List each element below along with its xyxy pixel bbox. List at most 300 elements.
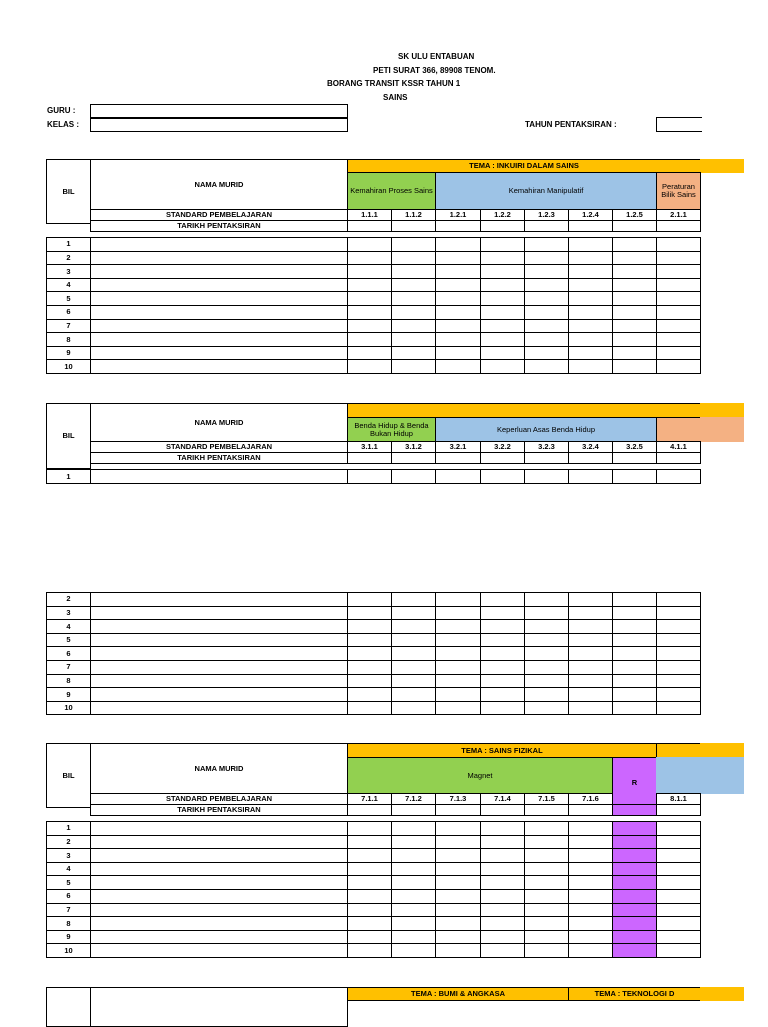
mark-cell[interactable] bbox=[568, 237, 613, 252]
mark-cell[interactable] bbox=[612, 875, 657, 890]
mark-cell[interactable] bbox=[656, 701, 701, 716]
mark-cell[interactable] bbox=[435, 930, 481, 945]
mark-cell[interactable] bbox=[435, 619, 481, 634]
mark-cell[interactable] bbox=[656, 835, 701, 850]
mark-cell[interactable] bbox=[480, 469, 525, 484]
mark-cell[interactable] bbox=[435, 889, 481, 904]
mark-cell[interactable] bbox=[391, 251, 436, 266]
mark-cell[interactable] bbox=[480, 646, 525, 661]
mark-cell[interactable] bbox=[612, 237, 657, 252]
mark-cell[interactable] bbox=[524, 916, 569, 931]
mark-cell[interactable] bbox=[391, 848, 436, 863]
tarikh-cell[interactable] bbox=[612, 804, 657, 816]
mark-cell[interactable] bbox=[435, 469, 481, 484]
mark-cell[interactable] bbox=[435, 359, 481, 374]
mark-cell[interactable] bbox=[568, 687, 613, 702]
mark-cell[interactable] bbox=[612, 660, 657, 675]
mark-cell[interactable] bbox=[612, 701, 657, 716]
mark-cell[interactable] bbox=[391, 660, 436, 675]
mark-cell[interactable] bbox=[435, 835, 481, 850]
mark-cell[interactable] bbox=[612, 835, 657, 850]
mark-cell[interactable] bbox=[480, 619, 525, 634]
mark-cell[interactable] bbox=[656, 469, 701, 484]
student-name-cell[interactable] bbox=[90, 237, 348, 252]
mark-cell[interactable] bbox=[435, 305, 481, 320]
mark-cell[interactable] bbox=[347, 943, 392, 958]
mark-cell[interactable] bbox=[524, 930, 569, 945]
mark-cell[interactable] bbox=[612, 646, 657, 661]
mark-cell[interactable] bbox=[612, 848, 657, 863]
mark-cell[interactable] bbox=[524, 469, 569, 484]
tarikh-cell[interactable] bbox=[435, 452, 481, 464]
mark-cell[interactable] bbox=[347, 291, 392, 306]
student-name-cell[interactable] bbox=[90, 606, 348, 621]
kelas-field[interactable] bbox=[90, 118, 348, 132]
tarikh-cell[interactable] bbox=[435, 804, 481, 816]
student-name-cell[interactable] bbox=[90, 916, 348, 931]
mark-cell[interactable] bbox=[568, 278, 613, 293]
mark-cell[interactable] bbox=[391, 264, 436, 279]
student-name-cell[interactable] bbox=[90, 674, 348, 689]
mark-cell[interactable] bbox=[568, 875, 613, 890]
mark-cell[interactable] bbox=[347, 619, 392, 634]
mark-cell[interactable] bbox=[612, 674, 657, 689]
mark-cell[interactable] bbox=[612, 305, 657, 320]
mark-cell[interactable] bbox=[612, 332, 657, 347]
mark-cell[interactable] bbox=[568, 319, 613, 334]
mark-cell[interactable] bbox=[568, 943, 613, 958]
student-name-cell[interactable] bbox=[90, 359, 348, 374]
mark-cell[interactable] bbox=[612, 291, 657, 306]
mark-cell[interactable] bbox=[391, 687, 436, 702]
mark-cell[interactable] bbox=[480, 237, 525, 252]
mark-cell[interactable] bbox=[347, 862, 392, 877]
mark-cell[interactable] bbox=[524, 251, 569, 266]
mark-cell[interactable] bbox=[656, 606, 701, 621]
mark-cell[interactable] bbox=[612, 943, 657, 958]
mark-cell[interactable] bbox=[391, 332, 436, 347]
mark-cell[interactable] bbox=[524, 701, 569, 716]
mark-cell[interactable] bbox=[435, 943, 481, 958]
mark-cell[interactable] bbox=[524, 674, 569, 689]
mark-cell[interactable] bbox=[480, 291, 525, 306]
mark-cell[interactable] bbox=[612, 319, 657, 334]
mark-cell[interactable] bbox=[435, 264, 481, 279]
mark-cell[interactable] bbox=[391, 619, 436, 634]
mark-cell[interactable] bbox=[612, 346, 657, 361]
student-name-cell[interactable] bbox=[90, 687, 348, 702]
tarikh-cell[interactable] bbox=[435, 220, 481, 232]
mark-cell[interactable] bbox=[568, 305, 613, 320]
mark-cell[interactable] bbox=[480, 687, 525, 702]
mark-cell[interactable] bbox=[347, 701, 392, 716]
mark-cell[interactable] bbox=[524, 359, 569, 374]
student-name-cell[interactable] bbox=[90, 305, 348, 320]
mark-cell[interactable] bbox=[391, 889, 436, 904]
student-name-cell[interactable] bbox=[90, 619, 348, 634]
mark-cell[interactable] bbox=[656, 251, 701, 266]
mark-cell[interactable] bbox=[524, 633, 569, 648]
mark-cell[interactable] bbox=[612, 821, 657, 836]
mark-cell[interactable] bbox=[480, 875, 525, 890]
mark-cell[interactable] bbox=[391, 674, 436, 689]
mark-cell[interactable] bbox=[391, 835, 436, 850]
mark-cell[interactable] bbox=[524, 889, 569, 904]
mark-cell[interactable] bbox=[347, 660, 392, 675]
mark-cell[interactable] bbox=[524, 264, 569, 279]
mark-cell[interactable] bbox=[656, 943, 701, 958]
mark-cell[interactable] bbox=[524, 862, 569, 877]
mark-cell[interactable] bbox=[347, 646, 392, 661]
tarikh-cell[interactable] bbox=[524, 804, 569, 816]
mark-cell[interactable] bbox=[612, 606, 657, 621]
tarikh-cell[interactable] bbox=[347, 220, 392, 232]
mark-cell[interactable] bbox=[480, 346, 525, 361]
mark-cell[interactable] bbox=[347, 237, 392, 252]
mark-cell[interactable] bbox=[347, 633, 392, 648]
student-name-cell[interactable] bbox=[90, 264, 348, 279]
mark-cell[interactable] bbox=[612, 469, 657, 484]
mark-cell[interactable] bbox=[656, 305, 701, 320]
mark-cell[interactable] bbox=[568, 592, 613, 607]
mark-cell[interactable] bbox=[435, 291, 481, 306]
tarikh-cell[interactable] bbox=[391, 220, 436, 232]
student-name-cell[interactable] bbox=[90, 848, 348, 863]
student-name-cell[interactable] bbox=[90, 930, 348, 945]
mark-cell[interactable] bbox=[612, 592, 657, 607]
student-name-cell[interactable] bbox=[90, 251, 348, 266]
tarikh-cell[interactable] bbox=[568, 804, 613, 816]
mark-cell[interactable] bbox=[435, 237, 481, 252]
mark-cell[interactable] bbox=[656, 862, 701, 877]
mark-cell[interactable] bbox=[391, 646, 436, 661]
mark-cell[interactable] bbox=[391, 606, 436, 621]
mark-cell[interactable] bbox=[347, 889, 392, 904]
student-name-cell[interactable] bbox=[90, 835, 348, 850]
tarikh-cell[interactable] bbox=[568, 220, 613, 232]
mark-cell[interactable] bbox=[435, 674, 481, 689]
mark-cell[interactable] bbox=[347, 278, 392, 293]
mark-cell[interactable] bbox=[656, 646, 701, 661]
mark-cell[interactable] bbox=[568, 903, 613, 918]
mark-cell[interactable] bbox=[347, 903, 392, 918]
mark-cell[interactable] bbox=[391, 916, 436, 931]
mark-cell[interactable] bbox=[480, 848, 525, 863]
mark-cell[interactable] bbox=[391, 903, 436, 918]
mark-cell[interactable] bbox=[568, 835, 613, 850]
mark-cell[interactable] bbox=[480, 821, 525, 836]
tarikh-cell[interactable] bbox=[480, 220, 525, 232]
mark-cell[interactable] bbox=[568, 674, 613, 689]
mark-cell[interactable] bbox=[568, 264, 613, 279]
mark-cell[interactable] bbox=[480, 264, 525, 279]
mark-cell[interactable] bbox=[656, 619, 701, 634]
mark-cell[interactable] bbox=[480, 332, 525, 347]
tarikh-cell[interactable] bbox=[347, 804, 392, 816]
mark-cell[interactable] bbox=[480, 319, 525, 334]
mark-cell[interactable] bbox=[656, 660, 701, 675]
mark-cell[interactable] bbox=[435, 875, 481, 890]
student-name-cell[interactable] bbox=[90, 701, 348, 716]
tarikh-cell[interactable] bbox=[656, 220, 701, 232]
mark-cell[interactable] bbox=[391, 237, 436, 252]
mark-cell[interactable] bbox=[656, 916, 701, 931]
mark-cell[interactable] bbox=[480, 660, 525, 675]
table-row-bil: 10 bbox=[46, 701, 91, 716]
mark-cell[interactable] bbox=[435, 251, 481, 266]
mark-cell[interactable] bbox=[524, 606, 569, 621]
student-name-cell[interactable] bbox=[90, 291, 348, 306]
mark-cell[interactable] bbox=[656, 592, 701, 607]
mark-cell[interactable] bbox=[347, 469, 392, 484]
student-name-cell[interactable] bbox=[90, 319, 348, 334]
tarikh-cell[interactable] bbox=[524, 220, 569, 232]
mark-cell[interactable] bbox=[612, 916, 657, 931]
student-name-cell[interactable] bbox=[90, 332, 348, 347]
mark-cell[interactable] bbox=[347, 305, 392, 320]
guru-field[interactable] bbox=[90, 104, 348, 118]
mark-cell[interactable] bbox=[568, 291, 613, 306]
mark-cell[interactable] bbox=[347, 359, 392, 374]
mark-cell[interactable] bbox=[347, 332, 392, 347]
mark-cell[interactable] bbox=[656, 359, 701, 374]
tarikh-cell[interactable] bbox=[568, 452, 613, 464]
mark-cell[interactable] bbox=[347, 848, 392, 863]
mark-cell[interactable] bbox=[568, 606, 613, 621]
student-name-cell[interactable] bbox=[90, 346, 348, 361]
mark-cell[interactable] bbox=[347, 264, 392, 279]
mark-cell[interactable] bbox=[656, 687, 701, 702]
mark-cell[interactable] bbox=[347, 251, 392, 266]
mark-cell[interactable] bbox=[435, 701, 481, 716]
mark-cell[interactable] bbox=[435, 633, 481, 648]
mark-cell[interactable] bbox=[480, 251, 525, 266]
group-blue-overflow bbox=[656, 757, 744, 794]
mark-cell[interactable] bbox=[347, 930, 392, 945]
mark-cell[interactable] bbox=[391, 930, 436, 945]
tarikh-cell[interactable] bbox=[391, 452, 436, 464]
mark-cell[interactable] bbox=[656, 346, 701, 361]
student-name-cell[interactable] bbox=[90, 646, 348, 661]
mark-cell[interactable] bbox=[391, 278, 436, 293]
mark-cell[interactable] bbox=[524, 278, 569, 293]
mark-cell[interactable] bbox=[656, 278, 701, 293]
mark-cell[interactable] bbox=[656, 821, 701, 836]
mark-cell[interactable] bbox=[568, 862, 613, 877]
mark-cell[interactable] bbox=[656, 291, 701, 306]
mark-cell[interactable] bbox=[347, 916, 392, 931]
mark-cell[interactable] bbox=[568, 359, 613, 374]
mark-cell[interactable] bbox=[391, 701, 436, 716]
mark-cell[interactable] bbox=[524, 346, 569, 361]
student-name-cell[interactable] bbox=[90, 469, 348, 484]
mark-cell[interactable] bbox=[568, 346, 613, 361]
mark-cell[interactable] bbox=[656, 889, 701, 904]
mark-cell[interactable] bbox=[435, 346, 481, 361]
mark-cell[interactable] bbox=[435, 903, 481, 918]
student-name-cell[interactable] bbox=[90, 660, 348, 675]
student-name-cell[interactable] bbox=[90, 943, 348, 958]
mark-cell[interactable] bbox=[435, 916, 481, 931]
mark-cell[interactable] bbox=[568, 889, 613, 904]
mark-cell[interactable] bbox=[612, 619, 657, 634]
tahun-field[interactable] bbox=[656, 117, 702, 132]
mark-cell[interactable] bbox=[568, 646, 613, 661]
mark-cell[interactable] bbox=[391, 346, 436, 361]
mark-cell[interactable] bbox=[568, 916, 613, 931]
mark-cell[interactable] bbox=[391, 359, 436, 374]
mark-cell[interactable] bbox=[568, 821, 613, 836]
student-name-cell[interactable] bbox=[90, 633, 348, 648]
mark-cell[interactable] bbox=[391, 862, 436, 877]
mark-cell[interactable] bbox=[347, 875, 392, 890]
mark-cell[interactable] bbox=[524, 660, 569, 675]
mark-cell[interactable] bbox=[347, 592, 392, 607]
mark-cell[interactable] bbox=[391, 469, 436, 484]
mark-cell[interactable] bbox=[656, 875, 701, 890]
mark-cell[interactable] bbox=[524, 821, 569, 836]
tarikh-cell[interactable] bbox=[656, 804, 701, 816]
student-name-cell[interactable] bbox=[90, 592, 348, 607]
mark-cell[interactable] bbox=[435, 848, 481, 863]
mark-cell[interactable] bbox=[612, 903, 657, 918]
mark-cell[interactable] bbox=[347, 835, 392, 850]
mark-cell[interactable] bbox=[568, 660, 613, 675]
mark-cell[interactable] bbox=[480, 305, 525, 320]
mark-cell[interactable] bbox=[568, 251, 613, 266]
mark-cell[interactable] bbox=[347, 606, 392, 621]
mark-cell[interactable] bbox=[524, 332, 569, 347]
mark-cell[interactable] bbox=[656, 332, 701, 347]
mark-cell[interactable] bbox=[347, 687, 392, 702]
mark-cell[interactable] bbox=[480, 606, 525, 621]
mark-cell[interactable] bbox=[435, 687, 481, 702]
mark-cell[interactable] bbox=[480, 916, 525, 931]
mark-cell[interactable] bbox=[524, 875, 569, 890]
mark-cell[interactable] bbox=[480, 359, 525, 374]
mark-cell[interactable] bbox=[480, 943, 525, 958]
mark-cell[interactable] bbox=[524, 687, 569, 702]
mark-cell[interactable] bbox=[568, 930, 613, 945]
mark-cell[interactable] bbox=[480, 674, 525, 689]
mark-cell[interactable] bbox=[524, 943, 569, 958]
student-name-cell[interactable] bbox=[90, 875, 348, 890]
mark-cell[interactable] bbox=[391, 633, 436, 648]
mark-cell[interactable] bbox=[391, 821, 436, 836]
tarikh-cell[interactable] bbox=[480, 804, 525, 816]
mark-cell[interactable] bbox=[656, 237, 701, 252]
mark-cell[interactable] bbox=[391, 592, 436, 607]
mark-cell[interactable] bbox=[656, 930, 701, 945]
mark-cell[interactable] bbox=[612, 633, 657, 648]
mark-cell[interactable] bbox=[391, 305, 436, 320]
mark-cell[interactable] bbox=[480, 862, 525, 877]
mark-cell[interactable] bbox=[480, 701, 525, 716]
mark-cell[interactable] bbox=[612, 264, 657, 279]
mark-cell[interactable] bbox=[524, 646, 569, 661]
tarikh-cell[interactable] bbox=[612, 452, 657, 464]
mark-cell[interactable] bbox=[480, 633, 525, 648]
mark-cell[interactable] bbox=[435, 332, 481, 347]
mark-cell[interactable] bbox=[480, 889, 525, 904]
tarikh-cell[interactable] bbox=[480, 452, 525, 464]
tarikh-cell[interactable] bbox=[347, 452, 392, 464]
mark-cell[interactable] bbox=[612, 930, 657, 945]
mark-cell[interactable] bbox=[391, 319, 436, 334]
mark-cell[interactable] bbox=[435, 646, 481, 661]
mark-cell[interactable] bbox=[656, 319, 701, 334]
mark-cell[interactable] bbox=[480, 835, 525, 850]
mark-cell[interactable] bbox=[435, 606, 481, 621]
student-name-cell[interactable] bbox=[90, 889, 348, 904]
mark-cell[interactable] bbox=[347, 821, 392, 836]
mark-cell[interactable] bbox=[612, 251, 657, 266]
mark-cell[interactable] bbox=[612, 862, 657, 877]
mark-cell[interactable] bbox=[656, 674, 701, 689]
mark-cell[interactable] bbox=[524, 237, 569, 252]
mark-cell[interactable] bbox=[524, 291, 569, 306]
mark-cell[interactable] bbox=[524, 848, 569, 863]
mark-cell[interactable] bbox=[656, 903, 701, 918]
mark-cell[interactable] bbox=[480, 903, 525, 918]
mark-cell[interactable] bbox=[391, 943, 436, 958]
student-name-cell[interactable] bbox=[90, 821, 348, 836]
tarikh-cell[interactable] bbox=[524, 452, 569, 464]
mark-cell[interactable] bbox=[612, 889, 657, 904]
mark-cell[interactable] bbox=[391, 291, 436, 306]
mark-cell[interactable] bbox=[568, 633, 613, 648]
mark-cell[interactable] bbox=[347, 319, 392, 334]
mark-cell[interactable] bbox=[480, 930, 525, 945]
mark-cell[interactable] bbox=[612, 359, 657, 374]
mark-cell[interactable] bbox=[391, 875, 436, 890]
mark-cell[interactable] bbox=[612, 687, 657, 702]
group-keperluan-asas: Keperluan Asas Benda Hidup bbox=[435, 417, 657, 442]
student-name-cell[interactable] bbox=[90, 862, 348, 877]
mark-cell[interactable] bbox=[524, 592, 569, 607]
mark-cell[interactable] bbox=[435, 592, 481, 607]
mark-cell[interactable] bbox=[568, 332, 613, 347]
mark-cell[interactable] bbox=[480, 592, 525, 607]
mark-cell[interactable] bbox=[568, 469, 613, 484]
tarikh-cell[interactable] bbox=[391, 804, 436, 816]
mark-cell[interactable] bbox=[435, 319, 481, 334]
mark-cell[interactable] bbox=[568, 848, 613, 863]
mark-cell[interactable] bbox=[524, 305, 569, 320]
mark-cell[interactable] bbox=[656, 633, 701, 648]
mark-cell[interactable] bbox=[347, 674, 392, 689]
tarikh-cell[interactable] bbox=[612, 220, 657, 232]
mark-cell[interactable] bbox=[524, 903, 569, 918]
student-name-cell[interactable] bbox=[90, 903, 348, 918]
mark-cell[interactable] bbox=[435, 862, 481, 877]
mark-cell[interactable] bbox=[568, 701, 613, 716]
mark-cell[interactable] bbox=[480, 278, 525, 293]
mark-cell[interactable] bbox=[524, 835, 569, 850]
mark-cell[interactable] bbox=[524, 319, 569, 334]
mark-cell[interactable] bbox=[568, 619, 613, 634]
mark-cell[interactable] bbox=[435, 278, 481, 293]
mark-cell[interactable] bbox=[347, 346, 392, 361]
student-name-cell[interactable] bbox=[90, 278, 348, 293]
tarikh-cell[interactable] bbox=[656, 452, 701, 464]
mark-cell[interactable] bbox=[612, 278, 657, 293]
mark-cell[interactable] bbox=[435, 660, 481, 675]
mark-cell[interactable] bbox=[656, 848, 701, 863]
mark-cell[interactable] bbox=[656, 264, 701, 279]
mark-cell[interactable] bbox=[524, 619, 569, 634]
mark-cell[interactable] bbox=[435, 821, 481, 836]
